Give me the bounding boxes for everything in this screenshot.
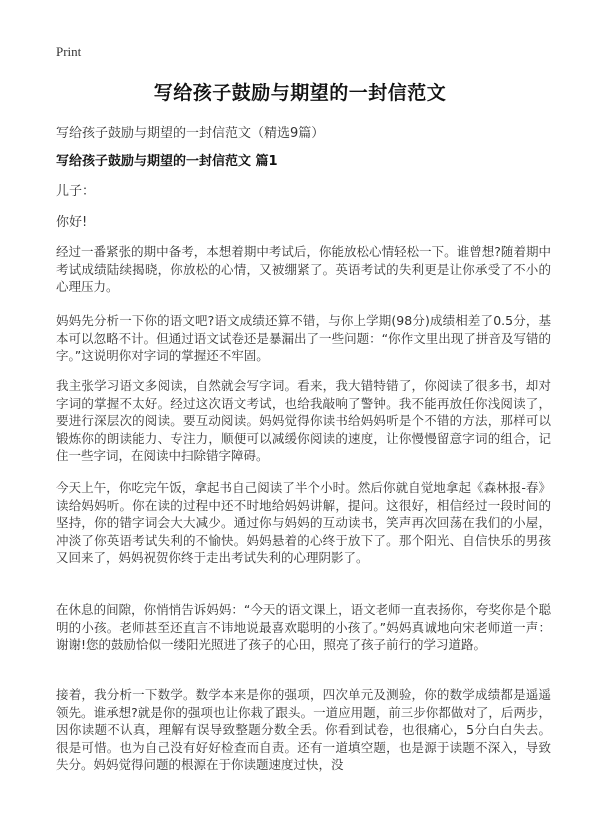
paragraph-5: 在休息的间隙，你悄悄告诉妈妈：“今天的语文课上，语文老师一直表扬你，夸奖你是个聪明的小孩。老师甚至还直言不讳地说最喜欢聪明的小孩了。”妈妈真诚地向宋老师道一声：谢谢!您的鼓励恰似一缕阳光照进了孩子的心田，照亮了孩子前行的学习道路。: [56, 602, 551, 652]
greeting-hello: 你好!: [56, 215, 88, 230]
paragraph-1: 经过一番紧张的期中备考，本想着期中考试后，你能放松心情轻松一下。谁曾想?随着期中考试成绩陆续揭晓，你放松的心情，又被绷紧了。英语考试的失利更是让你承受了不小的心理压力。: [56, 244, 551, 294]
section-heading: 写给孩子鼓励与期望的一封信范文 篇1: [56, 154, 278, 169]
paragraph-3: 我主张学习语文多阅读，自然就会写字词。看来，我大错特错了，你阅读了很多书，却对字词的掌握不太好。经过这次语文考试，也给我敲响了警钟。我不能再放任你浅阅读了，要进行深层次的阅读。要互动阅读。妈妈觉得你读书给妈妈听是个不错的方法，那样可以锻炼你的朗读能力、专注力，顺便可以减缓你阅读的速度，让你慢慢留意字词的组合，记住一些字词，在阅读中扫除错字障碍。: [56, 378, 551, 463]
document-subtitle: 写给孩子鼓励与期望的一封信范文（精选9篇）: [56, 126, 325, 141]
paragraph-6: 接着，我分析一下数学。数学本来是你的强项，四次单元及测验，你的数学成绩都是遥遥领先。谁承想?就是你的强项也让你栽了跟头。一道应用题，前三步你都做对了，后两步，因你读题不认真，理解有误导致整题分数全丢。你看到试卷，也很痛心，5分白白失去。很是可惜。也为自己没有好好检查而自责。还有一道填空题，也是源于读题不深入，导致失分。妈妈觉得问题的根源在于你读题速度过快，没: [56, 687, 551, 772]
greeting-recipient: 儿子：: [56, 184, 96, 199]
paragraph-4: 今天上午，你吃完午饭，拿起书自己阅读了半个小时。然后你就自觉地拿起《森林报-春》读给妈妈听。你在读的过程中还不时地给妈妈讲解，提问。这很好，相信经过一段时间的坚持，你的错字词会大大减少。通过你与妈妈的互动读书，笑声再次回荡在我们的小屋，冲淡了你英语考试失利的不愉快。妈妈悬着的心终于放下了。那个阳光、自信快乐的男孩又回来了，妈妈祝贺你终于走出考试失利的心理阴影了。: [56, 480, 551, 565]
paragraph-2: 妈妈先分析一下你的语文吧?语文成绩还算不错，与你上学期(98分)成绩相差了0.5分，基本可以忽略不计。但通过语文试卷还是暴漏出了一些问题：“你作文里出现了拼音及写错的字。”这说明你对字词的掌握还不牢固。: [56, 313, 551, 363]
document-title: 写给孩子鼓励与期望的一封信范文: [153, 82, 447, 104]
print-link[interactable]: Print: [56, 44, 82, 59]
